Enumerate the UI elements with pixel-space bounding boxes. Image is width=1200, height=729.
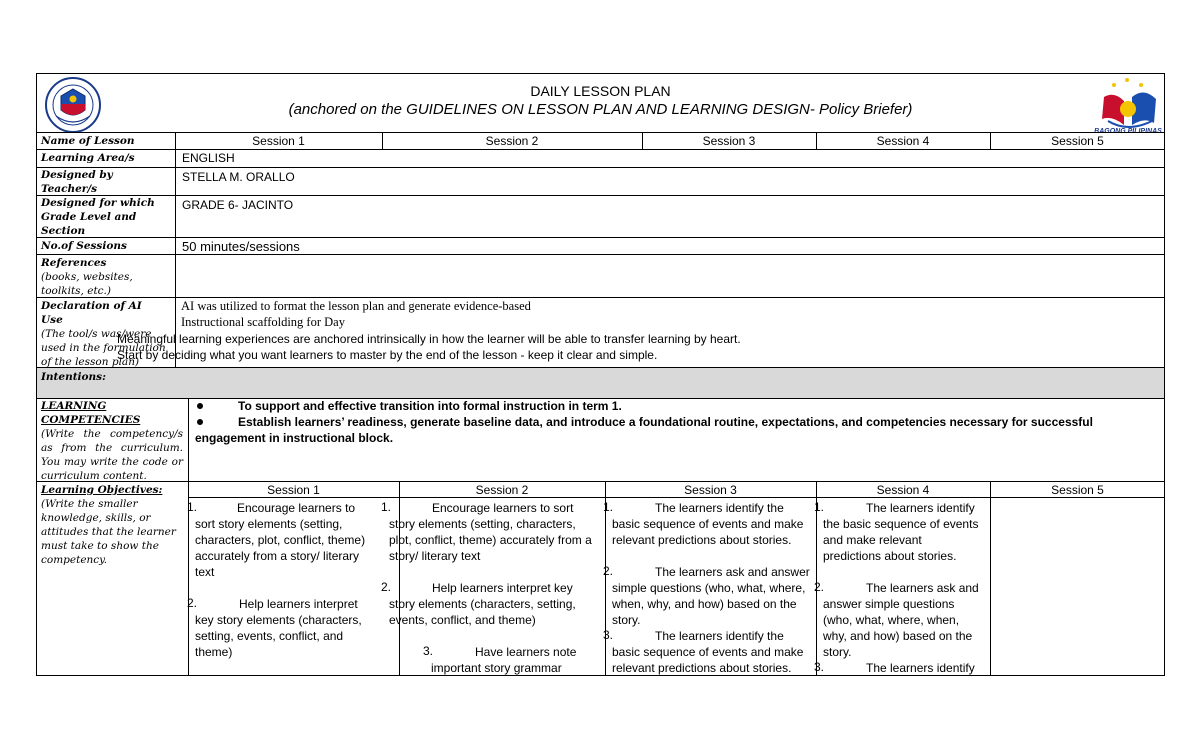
objective-number: 1. (187, 500, 198, 514)
session-5-header: Session 5 (1051, 134, 1104, 148)
objective-text: The learners identify the basic sequence of events and make relevant predictions about stories. (823, 501, 979, 563)
session-4-header: Session 4 (876, 134, 930, 148)
objective-text: Help learners interpret key story elements (characters, setting, events, conflict, and theme) (389, 581, 576, 627)
objective-text: The learners identify (866, 661, 975, 675)
rule (36, 167, 1165, 168)
session-3-header: Session 3 (702, 134, 756, 148)
objectives-session-3-header: Session 3 (684, 483, 737, 497)
objective-number: 2. (603, 564, 614, 578)
competency-1: To support and effective transition into formal instruction in term 1. (238, 399, 622, 413)
learning-area-value: ENGLISH (182, 151, 235, 165)
objective-text: The learners ask and answer simple questions (who, what, where, when, why, and how) based on the story. (823, 581, 979, 659)
ai-line-1: AI was utilized to format the lesson plan and generate evidence-based (181, 299, 531, 313)
references-note: (books, websites, toolkits, etc.) (41, 271, 133, 297)
intentions-label: Intentions: (41, 371, 106, 383)
objective-number: 2. (187, 596, 198, 610)
ai-declaration-title: Declaration of AI Use (41, 300, 142, 326)
ai-line-3: Meaningful learning experiences are anchored intrinsically in how the learner will be able to transfer learning by heart. (117, 332, 741, 346)
competency-2: Establish learners’ readiness, generate baseline data, and introduce a foundational routine, expectations, and competencies necessary for successful engagement in instructional block. (195, 415, 1093, 445)
rule (36, 132, 1165, 133)
rule (36, 195, 1165, 196)
grade-level-value: GRADE 6- JACINTO (182, 198, 294, 212)
objectives-session-4-header: Session 4 (876, 483, 930, 497)
competencies-title: LEARNING COMPETENCIES (41, 400, 141, 426)
objectives-session-1-header: Session 1 (267, 483, 320, 497)
sessions-label: No.of Sessions (41, 240, 127, 252)
objective-number: 1. (603, 500, 614, 514)
objectives-title: Learning Objectives: (41, 484, 163, 496)
intentions-row-shading (37, 367, 1164, 398)
objectives-session-2-header: Session 2 (475, 483, 529, 497)
sessions-value: 50 minutes/sessions (182, 239, 300, 254)
objective-number: 3. (603, 628, 614, 642)
objective-number: 3. (423, 644, 434, 658)
competencies-label (41, 399, 183, 483)
learning-area-label: Learning Area/s (41, 152, 135, 164)
objective-text: The learners ask and answer simple questions (who, what, where, when, why, and how) based on the story. (612, 565, 810, 627)
rule (188, 497, 1165, 498)
rule (188, 398, 189, 676)
objective-number: 2. (381, 580, 392, 594)
rule (36, 367, 1165, 368)
session-2-header: Session 2 (485, 134, 539, 148)
name-of-lesson-label: Name of Lesson (41, 135, 135, 147)
objective-text: Have learners note important story grammar (431, 645, 577, 675)
objectives-note: (Write the smaller knowledge, skills, or attitudes that the learner must take to show the competency. (41, 498, 176, 566)
objectives-session-5-header: Session 5 (1051, 483, 1104, 497)
rule (36, 149, 1165, 150)
rule (990, 481, 991, 676)
objective-number: 1. (381, 500, 392, 514)
objectives-label (41, 483, 183, 567)
objective-number: 1. (814, 500, 825, 514)
objective-text: The learners identify the basic sequence of events and make relevant predictions about stories. (612, 629, 804, 675)
objective-text: Help learners interpret key story elements (characters, setting, events, conflict, and theme) (195, 597, 362, 659)
rule (36, 254, 1165, 255)
document-title: DAILY LESSON PLAN (530, 83, 671, 99)
ai-declaration-note: (The tool/s was/were used in the formulation of the lesson plan) (41, 328, 166, 368)
ai-line-4: Start by deciding what you want learners to master by the end of the lesson - keep it clear and simple. (117, 348, 658, 362)
objective-text: The learners identify the basic sequence of events and make relevant predictions about stories. (612, 501, 804, 547)
bullet-icon (197, 403, 203, 409)
session-1-header: Session 1 (252, 134, 305, 148)
objective-number: 3. (814, 660, 825, 674)
references-label (41, 256, 173, 298)
designed-by-label: Designed by Teacher/s (41, 169, 113, 195)
objective-text: Encourage learners to sort story elements (setting, characters, plot, conflict, theme) accurately from a story/ literary text (389, 501, 592, 563)
objective-text: Encourage learners to sort story elements (setting, characters, plot, conflict, theme) accurately from a story/ literary text (195, 501, 366, 579)
designed-by-value: STELLA M. ORALLO (182, 170, 295, 184)
document-subtitle: (anchored on the GUIDELINES ON LESSON PLAN AND LEARNING DESIGN- Policy Briefer) (288, 101, 913, 118)
bagong-pilipinas-text: BAGONG PILIPINAS (1094, 128, 1162, 135)
grade-level-label: Designed for which Grade Level and Section (41, 197, 155, 237)
ai-line-2: Instructional scaffolding for Day (181, 315, 345, 329)
references-title: References (41, 257, 107, 269)
rule (36, 237, 1165, 238)
rule (36, 481, 1165, 482)
competencies-note: (Write the competency/s as from the curriculum. You may write the code or curriculum content. (41, 428, 183, 482)
objective-number: 2. (814, 580, 825, 594)
